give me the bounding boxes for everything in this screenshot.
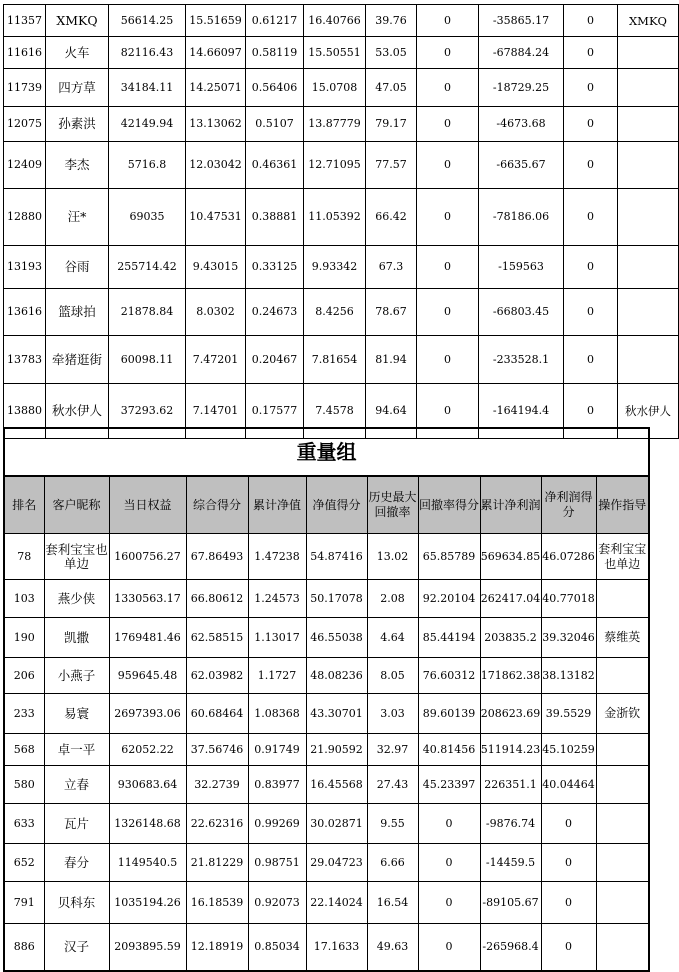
equity-cell: 82116.43 [109,37,186,69]
net-profit-score-cell: 45.10259 [541,734,596,766]
table-row [4,658,649,694]
equity-cell: 1330563.17 [109,580,186,618]
net-profit-cell: 226351.1 [480,766,541,804]
net-profit-cell: 171862.38 [480,658,541,694]
equity-cell: 255714.42 [109,246,186,289]
net-value-cell: 1.08368 [248,694,306,734]
rank-cell: 568 [4,734,44,766]
max-drawdown-cell: 16.54 [367,882,418,924]
table-row [4,694,649,734]
operation-guide-cell [596,924,649,971]
composite-score-cell: 16.18539 [186,882,248,924]
table-row [4,580,649,618]
rank-cell: 652 [4,844,44,882]
drawdown-score-cell: 0 [418,844,480,882]
nickname-cell: 易寰 [44,694,109,734]
column-header: 操作指导 [596,476,649,534]
net-value-cell: 1.13017 [248,618,306,658]
drawdown-score-cell: 0 [417,289,479,336]
drawdown-score-cell: 92.20104 [418,580,480,618]
composite-score-cell: 22.62316 [186,804,248,844]
nickname-cell: 牵猪逛街 [46,336,109,384]
table-row [4,534,649,580]
composite-score-cell: 66.80612 [186,580,248,618]
rank-cell: 12409 [4,142,46,189]
table-row [4,844,649,882]
rank-cell: 13193 [4,246,46,289]
table-row [4,69,679,107]
operation-guide-cell [596,804,649,844]
max-drawdown-cell: 13.02 [367,534,418,580]
composite-score-cell: 9.43015 [186,246,246,289]
drawdown-score-cell: 45.23397 [418,766,480,804]
nickname-cell: 瓦片 [44,804,109,844]
nickname-cell: 凯撒 [44,618,109,658]
drawdown-score-cell: 0 [418,882,480,924]
net-value-score-cell: 7.81654 [304,336,366,384]
net-value-cell: 0.61217 [246,5,304,37]
max-drawdown-cell: 2.08 [367,580,418,618]
net-profit-score-cell: 0 [564,142,618,189]
net-value-cell: 0.33125 [246,246,304,289]
net-value-score-cell: 21.90592 [306,734,367,766]
net-value-cell: 0.17577 [246,384,304,439]
net-value-cell: 1.47238 [248,534,306,580]
equity-cell: 69035 [109,189,186,246]
composite-score-cell: 67.86493 [186,534,248,580]
rank-cell: 12880 [4,189,46,246]
nickname-cell: 卓一平 [44,734,109,766]
operation-guide-cell [618,142,679,189]
net-profit-score-cell: 0 [564,336,618,384]
net-profit-cell: -233528.1 [479,336,564,384]
column-header: 历史最大回撤率 [367,476,418,534]
composite-score-cell: 60.68464 [186,694,248,734]
rank-cell: 206 [4,658,44,694]
ranking-table-continued [3,4,679,439]
net-value-score-cell: 16.40766 [304,5,366,37]
equity-cell: 1035194.26 [109,882,186,924]
equity-cell: 34184.11 [109,69,186,107]
net-profit-cell: 203835.2 [480,618,541,658]
equity-cell: 56614.25 [109,5,186,37]
max-drawdown-cell: 8.05 [367,658,418,694]
max-drawdown-cell: 9.55 [367,804,418,844]
net-value-cell: 0.24673 [246,289,304,336]
drawdown-score-cell: 76.60312 [418,658,480,694]
max-drawdown-cell: 47.05 [366,69,417,107]
net-value-score-cell: 13.87779 [304,107,366,142]
net-value-score-cell: 16.45568 [306,766,367,804]
net-profit-cell: -67884.24 [479,37,564,69]
table-row [4,37,679,69]
column-header: 累计净值 [248,476,306,534]
net-profit-score-cell: 0 [541,844,596,882]
net-value-score-cell: 43.30701 [306,694,367,734]
operation-guide-cell: XMKQ [618,5,679,37]
net-profit-score-cell: 40.04464 [541,766,596,804]
net-profit-score-cell: 0 [564,189,618,246]
net-profit-score-cell: 46.07286 [541,534,596,580]
net-profit-cell: 208623.69 [480,694,541,734]
net-value-cell: 1.24573 [248,580,306,618]
nickname-cell: 套利宝宝也单边 [44,534,109,580]
column-header: 累计净利润 [480,476,541,534]
operation-guide-cell: 套利宝宝也单边 [596,534,649,580]
max-drawdown-cell: 49.63 [367,924,418,971]
drawdown-score-cell: 65.85789 [418,534,480,580]
net-value-score-cell: 30.02871 [306,804,367,844]
composite-score-cell: 8.0302 [186,289,246,336]
equity-cell: 5716.8 [109,142,186,189]
table-row [4,804,649,844]
net-value-cell: 1.1727 [248,658,306,694]
net-profit-cell: -78186.06 [479,189,564,246]
drawdown-score-cell: 89.60139 [418,694,480,734]
net-value-cell: 0.91749 [248,734,306,766]
composite-score-cell: 10.47531 [186,189,246,246]
composite-score-cell: 62.58515 [186,618,248,658]
operation-guide-cell [596,580,649,618]
net-profit-cell: 511914.23 [480,734,541,766]
net-profit-cell: -89105.67 [480,882,541,924]
drawdown-score-cell: 0 [417,142,479,189]
net-profit-score-cell: 0 [564,37,618,69]
net-value-score-cell: 50.17078 [306,580,367,618]
net-profit-score-cell: 0 [564,5,618,37]
net-value-cell: 0.38881 [246,189,304,246]
max-drawdown-cell: 3.03 [367,694,418,734]
composite-score-cell: 13.13062 [186,107,246,142]
equity-cell: 1600756.27 [109,534,186,580]
net-profit-cell: -164194.4 [479,384,564,439]
nickname-cell: 春分 [44,844,109,882]
net-value-cell: 0.98751 [248,844,306,882]
net-value-score-cell: 7.4578 [304,384,366,439]
composite-score-cell: 37.56746 [186,734,248,766]
nickname-cell: 立春 [44,766,109,804]
rank-cell: 103 [4,580,44,618]
operation-guide-cell [596,658,649,694]
drawdown-score-cell: 0 [417,69,479,107]
net-profit-cell: -18729.25 [479,69,564,107]
rank-cell: 13880 [4,384,46,439]
heavy-group-table [3,427,650,972]
max-drawdown-cell: 78.67 [366,289,417,336]
net-value-score-cell: 46.55038 [306,618,367,658]
net-value-score-cell: 17.1633 [306,924,367,971]
operation-guide-cell [596,844,649,882]
net-value-score-cell: 8.4256 [304,289,366,336]
composite-score-cell: 32.2739 [186,766,248,804]
net-value-cell: 0.85034 [248,924,306,971]
operation-guide-cell [618,336,679,384]
equity-cell: 21878.84 [109,289,186,336]
operation-guide-cell [618,189,679,246]
net-value-score-cell: 54.87416 [306,534,367,580]
rank-cell: 190 [4,618,44,658]
nickname-cell: 小燕子 [44,658,109,694]
column-header: 回撤率得分 [418,476,480,534]
net-profit-score-cell: 0 [564,107,618,142]
net-profit-cell: -66803.45 [479,289,564,336]
net-value-score-cell: 9.93342 [304,246,366,289]
net-value-cell: 0.58119 [246,37,304,69]
nickname-cell: 汉子 [44,924,109,971]
equity-cell: 2093895.59 [109,924,186,971]
operation-guide-cell: 秋水伊人 [618,384,679,439]
max-drawdown-cell: 27.43 [367,766,418,804]
net-value-cell: 0.92073 [248,882,306,924]
table-row [4,142,679,189]
net-value-cell: 0.5107 [246,107,304,142]
composite-score-cell: 12.18919 [186,924,248,971]
composite-score-cell: 14.66097 [186,37,246,69]
drawdown-score-cell: 0 [418,804,480,844]
rank-cell: 580 [4,766,44,804]
column-header: 当日权益 [109,476,186,534]
table-row [4,289,679,336]
nickname-cell: 火车 [46,37,109,69]
equity-cell: 42149.94 [109,107,186,142]
nickname-cell: 贝科东 [44,882,109,924]
max-drawdown-cell: 77.57 [366,142,417,189]
net-value-cell: 0.99269 [248,804,306,844]
rank-cell: 12075 [4,107,46,142]
drawdown-score-cell: 0 [417,5,479,37]
net-value-score-cell: 22.14024 [306,882,367,924]
net-profit-cell: 569634.85 [480,534,541,580]
max-drawdown-cell: 94.64 [366,384,417,439]
rank-cell: 633 [4,804,44,844]
net-profit-cell: -14459.5 [480,844,541,882]
net-profit-cell: -159563 [479,246,564,289]
net-value-score-cell: 29.04723 [306,844,367,882]
drawdown-score-cell: 0 [417,37,479,69]
net-profit-score-cell: 38.13182 [541,658,596,694]
composite-score-cell: 15.51659 [186,5,246,37]
net-profit-score-cell: 0 [564,246,618,289]
table-row [4,246,679,289]
net-profit-score-cell: 39.5529 [541,694,596,734]
rank-cell: 886 [4,924,44,971]
net-value-score-cell: 48.08236 [306,658,367,694]
column-header: 综合得分 [186,476,248,534]
net-profit-score-cell: 0 [564,384,618,439]
composite-score-cell: 62.03982 [186,658,248,694]
equity-cell: 1326148.68 [109,804,186,844]
table-row [4,618,649,658]
net-profit-cell: -35865.17 [479,5,564,37]
rank-cell: 13616 [4,289,46,336]
net-value-score-cell: 15.50551 [304,37,366,69]
composite-score-cell: 21.81229 [186,844,248,882]
table-row [4,924,649,971]
nickname-cell: 四方草 [46,69,109,107]
net-profit-cell: -9876.74 [480,804,541,844]
rank-cell: 11357 [4,5,46,37]
net-profit-score-cell: 40.77018 [541,580,596,618]
drawdown-score-cell: 0 [417,107,479,142]
operation-guide-cell [596,734,649,766]
group-title: 重量组 [4,428,649,476]
nickname-cell: 汪* [46,189,109,246]
operation-guide-cell [596,882,649,924]
equity-cell: 959645.48 [109,658,186,694]
nickname-cell: 篮球拍 [46,289,109,336]
net-value-cell: 0.83977 [248,766,306,804]
net-profit-score-cell: 39.32046 [541,618,596,658]
net-profit-score-cell: 0 [541,924,596,971]
column-header: 客户昵称 [44,476,109,534]
operation-guide-cell [618,289,679,336]
table-row [4,189,679,246]
composite-score-cell: 12.03042 [186,142,246,189]
rank-cell: 11739 [4,69,46,107]
net-value-cell: 0.56406 [246,69,304,107]
net-profit-cell: -265968.4 [480,924,541,971]
rank-cell: 11616 [4,37,46,69]
operation-guide-cell [596,766,649,804]
column-header: 净值得分 [306,476,367,534]
table-row [4,766,649,804]
equity-cell: 37293.62 [109,384,186,439]
operation-guide-cell: 蔡维英 [596,618,649,658]
net-profit-score-cell: 0 [541,882,596,924]
nickname-cell: 谷雨 [46,246,109,289]
net-profit-score-cell: 0 [541,804,596,844]
net-value-score-cell: 15.0708 [304,69,366,107]
net-profit-cell: -4673.68 [479,107,564,142]
net-value-score-cell: 12.71095 [304,142,366,189]
operation-guide-cell [618,37,679,69]
equity-cell: 62052.22 [109,734,186,766]
drawdown-score-cell: 0 [417,246,479,289]
equity-cell: 60098.11 [109,336,186,384]
rank-cell: 233 [4,694,44,734]
equity-cell: 2697393.06 [109,694,186,734]
max-drawdown-cell: 81.94 [366,336,417,384]
rank-cell: 13783 [4,336,46,384]
header-row [4,476,649,534]
drawdown-score-cell: 0 [417,189,479,246]
max-drawdown-cell: 53.05 [366,37,417,69]
table-row [4,336,679,384]
net-value-cell: 0.46361 [246,142,304,189]
composite-score-cell: 7.47201 [186,336,246,384]
column-header: 排名 [4,476,44,534]
net-value-cell: 0.20467 [246,336,304,384]
max-drawdown-cell: 4.64 [367,618,418,658]
operation-guide-cell: 金浙钦 [596,694,649,734]
max-drawdown-cell: 67.3 [366,246,417,289]
nickname-cell: 燕少侠 [44,580,109,618]
composite-score-cell: 14.25071 [186,69,246,107]
nickname-cell: 孙素洪 [46,107,109,142]
rank-cell: 791 [4,882,44,924]
drawdown-score-cell: 40.81456 [418,734,480,766]
equity-cell: 1769481.46 [109,618,186,658]
net-profit-cell: -6635.67 [479,142,564,189]
nickname-cell: XMKQ [46,5,109,37]
equity-cell: 1149540.5 [109,844,186,882]
max-drawdown-cell: 39.76 [366,5,417,37]
net-value-score-cell: 11.05392 [304,189,366,246]
drawdown-score-cell: 0 [417,336,479,384]
operation-guide-cell [618,69,679,107]
table-row [4,882,649,924]
max-drawdown-cell: 79.17 [366,107,417,142]
max-drawdown-cell: 66.42 [366,189,417,246]
table-row [4,107,679,142]
table-row [4,5,679,37]
max-drawdown-cell: 6.66 [367,844,418,882]
table-row [4,734,649,766]
drawdown-score-cell: 0 [418,924,480,971]
operation-guide-cell [618,107,679,142]
operation-guide-cell [618,246,679,289]
composite-score-cell: 7.14701 [186,384,246,439]
drawdown-score-cell: 0 [417,384,479,439]
net-profit-score-cell: 0 [564,289,618,336]
equity-cell: 930683.64 [109,766,186,804]
net-profit-score-cell: 0 [564,69,618,107]
net-profit-cell: 262417.04 [480,580,541,618]
drawdown-score-cell: 85.44194 [418,618,480,658]
rank-cell: 78 [4,534,44,580]
max-drawdown-cell: 32.97 [367,734,418,766]
nickname-cell: 李杰 [46,142,109,189]
column-header: 净利润得分 [541,476,596,534]
nickname-cell: 秋水伊人 [46,384,109,439]
